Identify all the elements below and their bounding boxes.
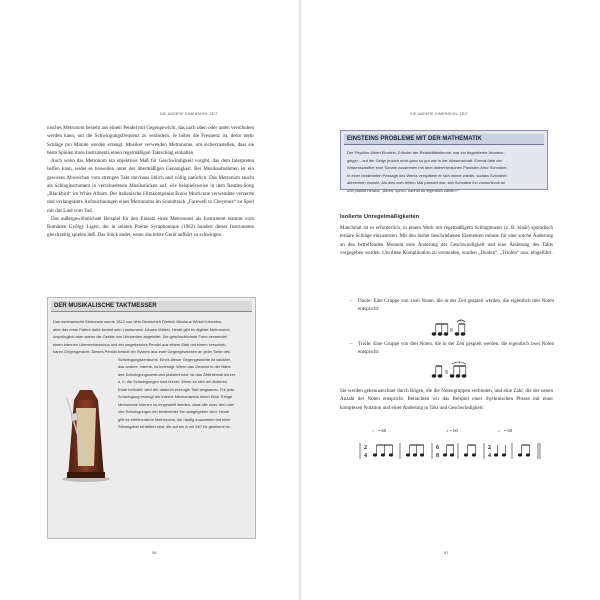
- section-title: Isolierte Unregelmäßigkeiten: [340, 214, 420, 220]
- triole-number: 3: [458, 360, 460, 365]
- triole-item: – Triole: Eine Gruppe von drei Noten, die in der Zeit gespielt werden, die eigentlich zwei Noten entspricht:: [350, 341, 554, 356]
- box-line: baren Gegengewicht. Dieses Pendel besitzt ein System aus zwei Gegengewichten an jeder Seite des: [53, 349, 230, 354]
- box-line: Schwingungszentrums. Eines dieser Gegengewichte ist variabel,: [118, 356, 231, 362]
- intro-paragraph: [340, 224, 553, 257]
- triole-text: Triole: Eine Gruppe von drei Noten, die in der Zeit gespielt werden, die eigentlich zwei Noten entspricht:: [358, 341, 554, 356]
- paragraph-1: nisches Metronom besteht aus einem Pendel mit Gegengewicht, das nach oben oder unten verschoben werden kann, um die Schwingungsfrequenz zu verändern. Je höher die Frequenz ist, desto mehr Schläge pro Minute werden erzeugt. Musiker verwenden Metronome, um sicherzustellen, dass sie beim Spielen ihres Instruments einen regelmäßigen Taktschlag einhalten.: [47, 125, 254, 156]
- time-sig-bottom: 4: [364, 453, 367, 459]
- paragraph-2: Auch wenn das Metronom ein objektives Maß für Geschwindigkeit vorgibt, das dem Interpreten helfen kann, leidet es bisweilen unter der übermäßigen Genauigkeit. Bei Musikaufnahmen ist ein gewisses Abweichen vom strengen Takt durchaus üblich und völlig natürlich. Das Metronom taucht als Schlaginstrument in verschiedenen Musikstücken auf, wie beispielsweise in dem Beatles-Song „Blackbird“ im White Album. Der italienische Filmkomponist Ennio Morricone verwendete verzerrte und verlangsamte Aufzeichnungen eines Metronoms im Soundtrack „Farewell to Cheyenne“ zu Spiel mir das Lied vom Tod.: [47, 158, 254, 214]
- tempo-mark: ♩ = 60: [372, 428, 387, 433]
- box-line: Wissenschaftler eine Sonate zusammen mit dem österreichischen Pianisten Artur Schnabel.: [347, 165, 508, 170]
- box-line: des Schwingungszentrums platziert wird, ist das Zeitintervall kürzer,: [118, 371, 236, 377]
- triole-notation: [430, 360, 470, 380]
- box-line: geiger – auf der Geige jedoch nicht ganz so gut wie in der Wissenschaft. Einmal übte der: [347, 157, 502, 163]
- metronome-image: [54, 388, 114, 483]
- einstein-box-title: EINSTEINS PROBLEME MIT DER MATHEMATIK: [344, 134, 544, 145]
- box-line: Schwingung erzeugt der interne Mechanismus einen Klick. Einige: [118, 394, 233, 399]
- page-number-left: 56: [152, 550, 157, 555]
- duole-notation: [430, 318, 470, 338]
- time-sig-bottom: 4: [488, 453, 491, 459]
- intro-text: Manchmal ist es erforderlich, in einem Werk mit regelmäßigem Schlagmuster (z. B. binär) sporadisch ternäre Schläge einzusetzen. Mit den bisher beschriebenen Elementen müsste für eine solche Änderung an den betreffenden Moment eine Änderung der Geschwindigkeit und eine Änderung des Takts vorgegeben werden. Um diese Komplikation zu vermeiden, wurden „Duolen“, „Triolen“ usw. eingeführt.: [340, 225, 553, 256]
- tempo-mark: ♪ = 60: [446, 428, 458, 433]
- box-line: Ende befindet, wird der dadurch erzeugte Takt langsamer. Für jede: [118, 386, 235, 392]
- box-line: das andere, interne, ist befestigt. Wenn das Gewicht in der Nähe: [118, 364, 231, 369]
- box-line: einen internen Uhrmechanismus und ein umgekehrtes Pendel aus einem Stab mit einem verschieb-: [53, 341, 227, 347]
- box-line: Der Physiker Albert Einstein, Erfinder der Relativitätstheorie, war ein begeisterter Amateur-: [347, 150, 505, 155]
- box-line: abbrechen musste. Als dies zum dritten Mal passiert war, sah Schnabel ihn vorwurfsvoll an: [347, 180, 506, 185]
- box-line: In einer bestimmten Passage des Werks verspätete er sich immer wieder, sodass Schnabel: [347, 172, 507, 178]
- running-head-left: DIE ANDERE DIMENSION: ZEIT: [160, 112, 219, 116]
- left-body-text: [47, 124, 254, 240]
- page-number-right: 57: [444, 550, 449, 555]
- box-line: und platzte heraus: „Albert, sprich, kannst du eigentlich zählen?“: [347, 187, 460, 193]
- right-page: [300, 0, 600, 600]
- box-line: d. h. die Schwingungen sind kürzer. Wenn es sich am äußeren: [118, 379, 228, 384]
- time-sig-top: 2: [364, 445, 367, 451]
- time-sig-top: 6: [436, 445, 439, 451]
- outro-paragraph: Sie werden gekennzeichnet durch Bögen, die die Notengruppen verbinden, und eine Zahl, die der neuen Anzahl der Noten entspricht. Betrachten wir das Beispiel einer rhythmischen Phrase mit einer komplexen Notation und einer Änderung in Takt und Geschwindigkeit:: [340, 388, 553, 411]
- box-line: Stimmgabel erhältlich sind, die auf ein A mit 440 Hz gestimmt ist.: [118, 424, 231, 429]
- tempo-mark: ♩ = 60: [498, 428, 513, 433]
- time-sig-bottom: 8: [436, 453, 439, 459]
- time-sig-top: 2: [488, 445, 491, 451]
- duole-number: 2: [459, 318, 462, 323]
- box-line: gibt es elektronische Metronome, die häufig zusammen mit einer: [118, 416, 231, 422]
- paragraph-3: Das außergewöhnlichste Beispiel für den Einsatz eines Metronoms als Instrument stammt vom Rumänen György Ligeti, der in seinem Poème Symphonique (1962) hundert dieser Instrumente gleichzeitig spielen ließ. Das Stück endet, wenn das letzte Gerät aufhört zu schwingen.: [47, 215, 254, 239]
- running-head-right: DIE ANDERE DIMENSION: ZEIT: [410, 112, 469, 116]
- box-line: vier Schwingungen ein bestimmter Ton ausgegeben wird. Heute: [118, 409, 230, 414]
- duole-text: Duole: Eine Gruppe von zwei Noten, die in der Zeit gespielt werden, die eigentlich drei Noten entspricht:: [358, 298, 554, 313]
- einstein-box-text: [341, 145, 547, 194]
- box-line: aber das erste Patent dafür besitzt sein Landsmann Johann Mälzel. Heute gibt es digitale Metronome,: [53, 326, 231, 332]
- box-line: Das mechanische Metronom wurde 1812 von dem Deutschen Dietrich Nikolaus Winkel erfunden,: [53, 319, 223, 324]
- box-line: ursprünglich aber waren die Geräte von Uhrwerken abgeleitet. Die gebräuchlichste Form verwendet: [53, 334, 227, 339]
- box-line: Metronome können so eingestellt werden, dass alle zwei, drei oder: [118, 401, 235, 407]
- metronome-info-box: [47, 297, 256, 539]
- rhythm-notation: [350, 425, 550, 469]
- einstein-info-box: [340, 130, 548, 193]
- duole-item: – Duole: Eine Gruppe von zwei Noten, die in der Zeit gespielt werden, die eigentlich drei Noten entspricht:: [350, 298, 554, 313]
- info-box-title: DER MUSIKALISCHE TAKTMESSER: [51, 301, 252, 312]
